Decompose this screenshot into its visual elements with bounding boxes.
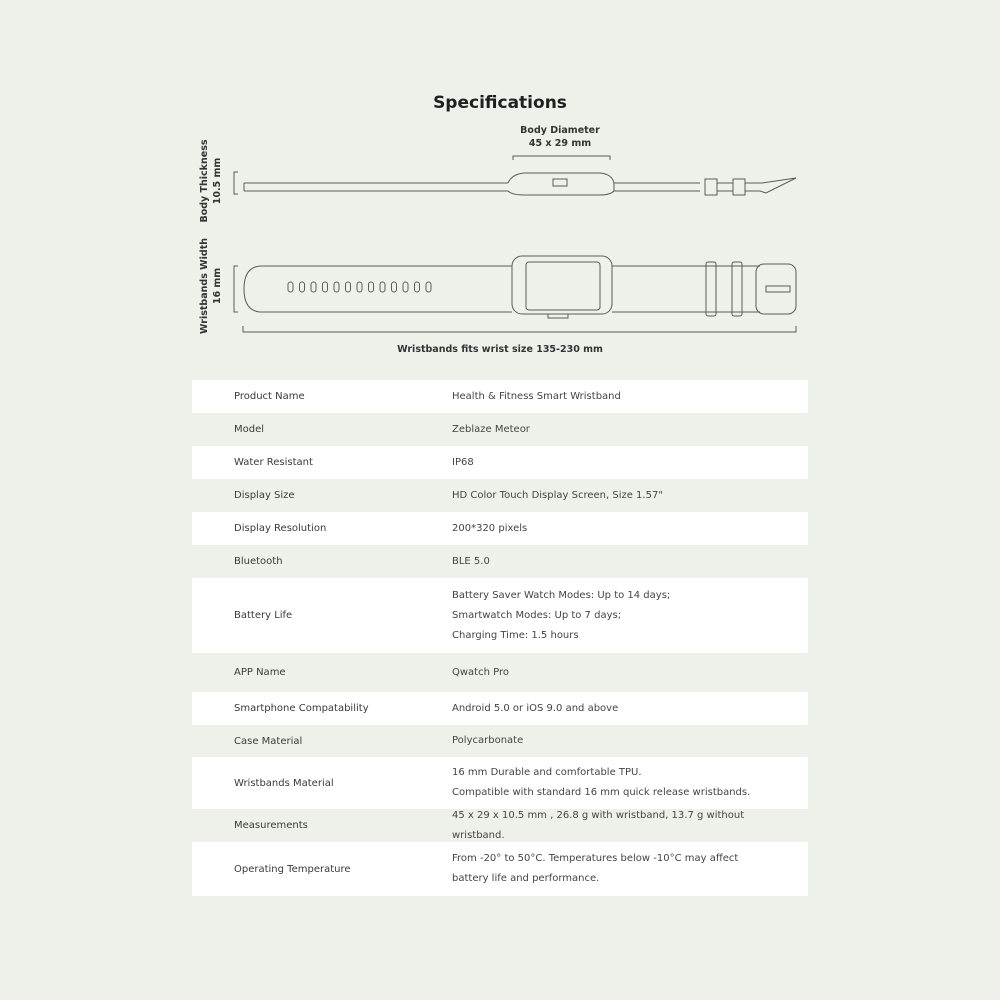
page-title: Specifications <box>433 93 567 113</box>
spec-key: Water Resistant <box>234 457 313 468</box>
spec-row <box>192 653 808 692</box>
body-diameter-value: 45 x 29 mm <box>528 138 592 149</box>
top-buckle-bar <box>766 286 790 292</box>
spec-value-line: Zeblaze Meteor <box>452 423 530 435</box>
body-thickness-bracket <box>234 172 238 194</box>
top-band-left <box>244 266 512 312</box>
side-watch-body <box>508 173 614 195</box>
spec-value <box>452 486 798 506</box>
spec-value-line: Compatible with standard 16 mm quick release wristbands. <box>452 787 751 798</box>
spec-key: Display Size <box>234 490 295 501</box>
band-hole <box>334 282 339 292</box>
side-band-end <box>717 183 762 191</box>
band-width-title: Wristbands Width <box>199 237 210 335</box>
spec-row <box>192 725 808 757</box>
side-buckle-tongue <box>760 178 796 193</box>
spec-key: Case Material <box>234 735 303 747</box>
band-width-bracket <box>234 266 238 312</box>
spec-row <box>192 842 808 896</box>
spec-key: Measurements <box>234 820 308 831</box>
spec-value-line: battery life and performance. <box>452 873 600 884</box>
body-thickness-title: Body Thickness <box>199 139 210 223</box>
spec-key: APP Name <box>234 667 286 678</box>
band-hole <box>288 282 293 292</box>
spec-value-line: Battery Saver Watch Modes: Up to 14 days; <box>452 589 671 601</box>
band-hole <box>392 282 397 292</box>
spec-key: Product Name <box>234 391 305 402</box>
spec-value-line: 200*320 pixels <box>452 522 528 534</box>
spec-row <box>192 413 808 446</box>
body-thickness-label <box>198 136 224 226</box>
spec-key: Smartphone Compatability <box>234 703 369 714</box>
top-watch-screen <box>526 262 600 310</box>
spec-value <box>452 519 798 539</box>
fit-bracket <box>243 326 796 332</box>
spec-value <box>452 731 798 751</box>
band-width-value: 16 mm <box>212 267 223 305</box>
band-hole <box>369 282 374 292</box>
top-watch-button <box>548 314 568 318</box>
spec-value-line: Qwatch Pro <box>452 666 509 678</box>
spec-key: Display Resolution <box>234 523 327 534</box>
spec-value <box>452 552 798 572</box>
spec-row <box>192 545 808 578</box>
side-band-right <box>614 183 700 191</box>
spec-key: Operating Temperature <box>234 863 351 875</box>
spec-row <box>192 479 808 512</box>
spec-table <box>192 380 808 896</box>
band-hole <box>357 282 362 292</box>
spec-value <box>452 763 798 803</box>
spec-value <box>452 849 798 889</box>
spec-value-line: HD Color Touch Display Screen, Size 1.57" <box>452 489 663 501</box>
spec-value-line: From -20° to 50°C. Temperatures below -10°C may affect <box>452 853 739 864</box>
spec-value-line: IP68 <box>452 456 474 468</box>
spec-value-line: Charging Time: 1.5 hours <box>452 629 579 641</box>
spec-value <box>452 806 798 846</box>
band-hole <box>311 282 316 292</box>
wrist-fit-label: Wristbands fits wrist size 135-230 mm <box>397 344 603 355</box>
spec-value <box>452 586 798 646</box>
side-keeper-1 <box>705 179 717 195</box>
top-keeper-1 <box>706 262 716 316</box>
spec-value-line: 45 x 29 x 10.5 mm , 26.8 g with wristband, 13.7 g without wristband. <box>452 809 745 841</box>
spec-value-line: Smartwatch Modes: Up to 7 days; <box>452 609 622 621</box>
top-watch-body <box>512 256 612 314</box>
spec-value <box>452 453 798 473</box>
spec-key: Bluetooth <box>234 556 283 567</box>
side-button <box>553 179 567 186</box>
spec-key: Battery Life <box>234 610 293 621</box>
top-band-right <box>612 266 760 312</box>
body-thickness-value: 10.5 mm <box>212 157 223 205</box>
body-diameter-label <box>480 124 640 150</box>
spec-row <box>192 692 808 725</box>
spec-value-line: Android 5.0 or iOS 9.0 and above <box>452 702 619 714</box>
band-hole <box>426 282 431 292</box>
spec-value-line: BLE 5.0 <box>452 555 490 567</box>
spec-key: Model <box>234 424 265 435</box>
spec-value <box>452 663 798 683</box>
band-hole <box>323 282 328 292</box>
spec-value <box>452 387 798 407</box>
band-hole <box>300 282 305 292</box>
body-diameter-title: Body Diameter <box>520 125 600 136</box>
band-hole <box>403 282 408 292</box>
band-width-label <box>198 236 224 336</box>
spec-row <box>192 512 808 545</box>
spec-value <box>452 699 798 719</box>
body-diameter-bracket <box>513 156 610 160</box>
side-keeper-2 <box>733 179 745 195</box>
spec-value-line: Health & Fitness Smart Wristband <box>452 390 621 402</box>
spec-value <box>452 420 798 440</box>
band-holes <box>288 282 431 292</box>
spec-key: Wristbands Material <box>234 777 334 789</box>
spec-value-line: Polycarbonate <box>452 735 524 746</box>
spec-row <box>192 757 808 809</box>
band-hole <box>346 282 351 292</box>
band-hole <box>380 282 385 292</box>
spec-row <box>192 446 808 479</box>
spec-row <box>192 380 808 413</box>
side-band-left <box>244 183 508 191</box>
top-keeper-2 <box>732 262 742 316</box>
watch-diagram <box>0 0 1000 380</box>
spec-row <box>192 578 808 653</box>
spec-value-line: 16 mm Durable and comfortable TPU. <box>452 767 642 778</box>
band-hole <box>415 282 420 292</box>
spec-row <box>192 809 808 842</box>
